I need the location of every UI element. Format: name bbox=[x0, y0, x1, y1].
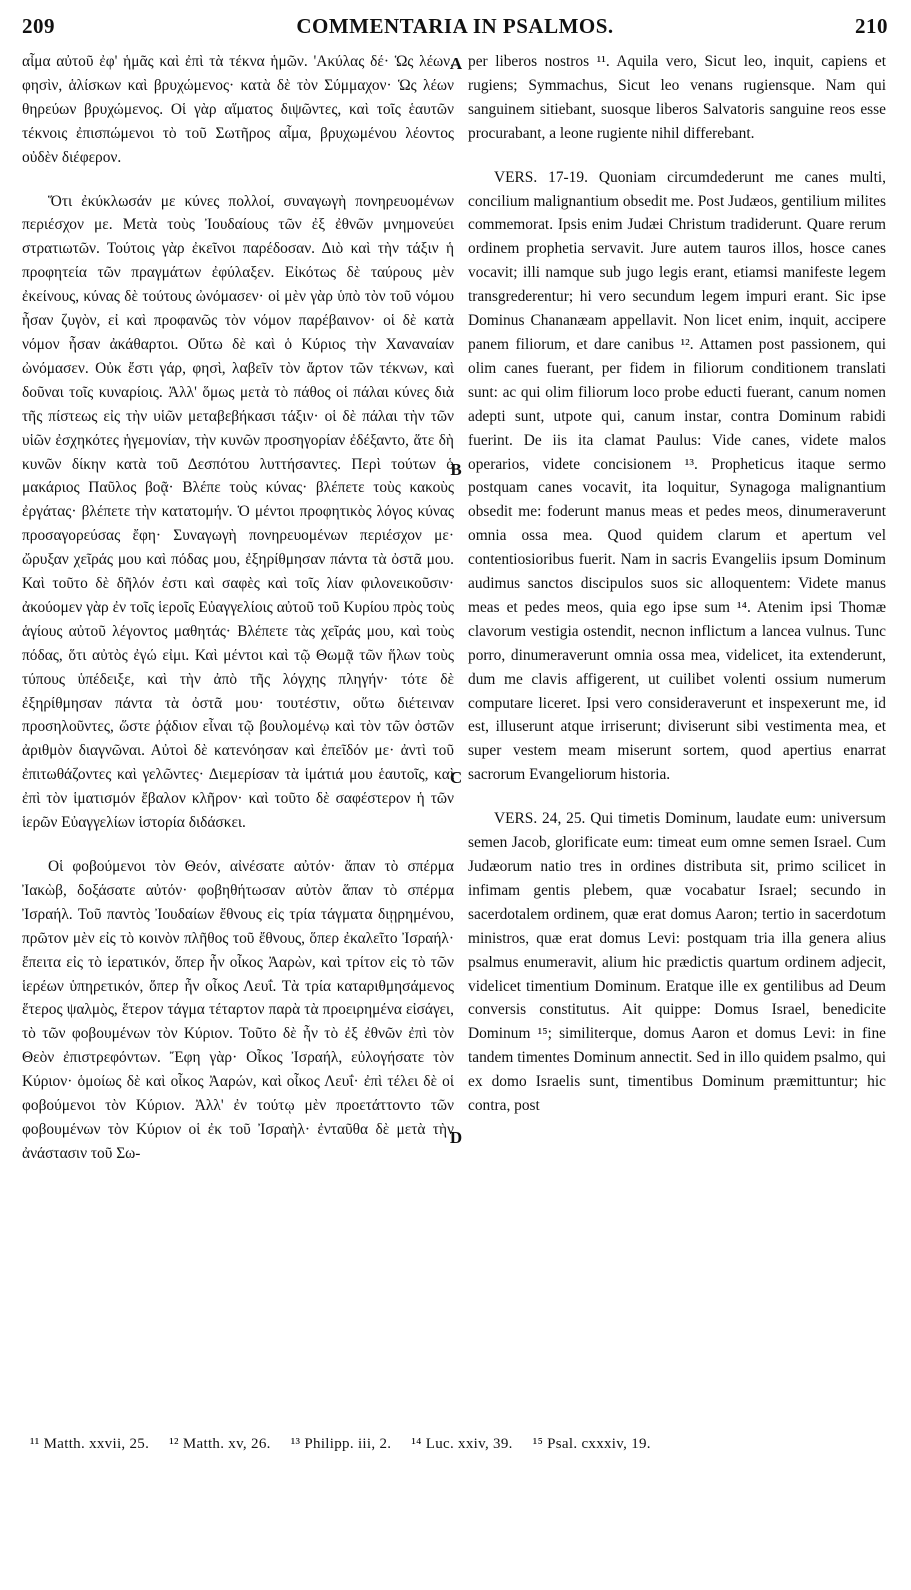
page-number-right: 210 bbox=[855, 14, 888, 38]
latin-paragraph-1: per liberos nostros ¹¹. Aquila vero, Sicut leo, inquit, capiens et rugiens; Symmachus, Sicut leo venans rugiensque. Nam qui sanguinem sitiebant, suosque liberos Salvatoris sanguine reos esse procurabant, a leone rugiente nihil differebant. bbox=[468, 53, 886, 142]
margin-letter-c: C bbox=[449, 768, 463, 787]
footnote-11: ¹¹ Matth. xxvii, 25. bbox=[30, 1436, 150, 1452]
footnote-15: ¹⁵ Psal. cxxxiv, 19. bbox=[532, 1436, 651, 1452]
latin-paragraph-3: VERS. 24, 25. Qui timetis Dominum, laudate eum: universum semen Jacob, glorificate eum: timeat eum omne semen Israel. Cum Judæorum natio tres in ordines distributa sit, primo scilicet in infimam gentis plebem, quæ vocabatur Israel; secundo in sacerdotalem ordinem, quæ erat domus Aaron; tertio in sacerdotum ministros, quæ erat domus Levi: postquam tria illa genera alius psalmus enumeravit, alium hic prædictis quartum ordinem adjecit, videlicet timentium Dominum. Eratque ille ex gentilibus ad Deum conversis constitutus. Ait quippe: Domus Israel, benedicite Dominum ¹⁵; similiterque, domus Aaron et domus Levi: in fine tandem timentes Dominum annectit. Sed in illo quidem psalmo, qui ex domo Israelis sunt, timentibus Dominum præmittuntur; hic contra, post bbox=[468, 810, 886, 1115]
page-number-left: 209 bbox=[22, 14, 55, 38]
footnotes bbox=[30, 1436, 886, 1453]
greek-paragraph-3: Οἱ φοβούμενοι τὸν Θεόν, αἰνέσατε αὐτόν· ἅπαν τὸ σπέρμα Ἰακὼβ, δοξάσατε αὐτόν· φοβηθήτωσαν αὐτὸν ἅπαν τὸ σπέρμα Ἰσραήλ. Τοῦ παντὸς Ἰουδαίων ἔθνους εἰς τρία τάγματα διῃρημένου, πρῶτον μὲν εἰς τὸ κοινὸν πλῆθος τοῦ ἔθνους, ὅπερ ἐκαλεῖτο Ἰσραήλ· ἔπειτα εἰς τὸ ἱερατικόν, ὅπερ ἦν οἶκος Ἀαρὼν, καὶ τρίτον εἰς τὸ τῶν ἱερέων ὑπηρετικόν, ὅπερ ἦν οἶκος Λευΐ. Τὰ τρία καταριθμησάμενος ἕτερος ψαλμὸς, ἕτερον τάγμα τέταρτον παρὰ τὰ προειρημένα εἰσάγει, τὸ τῶν φοβουμένων τὸν Κύριον. Τοῦτο δὲ ἦν τὸ ἐξ ἐθνῶν ἐπὶ τὸν Θεὸν ἐπιστρεφόντων. Ἔφη γὰρ· Οἶκος Ἰσραήλ, εὐλογήσατε τὸν Κύριον· ὁμοίως δὲ καὶ οἶκος Ἀαρών, καὶ οἶκος Λευΐ· ἐπὶ τέλει δὲ οἱ φοβούμενοι τὸν Κύριον. Ἀλλ' ἐν τούτῳ μὲν προετάττοντο τῶν φοβουμένων τὸν Κύριον οἱ ἐκ τοῦ Ἰσραὴλ· ἐνταῦθα δὲ μετὰ τὴν ἀνάστασιν τοῦ Σω- bbox=[22, 858, 454, 1162]
greek-paragraph-1: αἷμα αὐτοῦ ἐφ' ἡμᾶς καὶ ἐπὶ τὰ τέκνα ἡμῶν. 'Ακύλας δέ· Ὡς λέων, φησὶν, ἁλίσκων καὶ βρυχώμενος· κατὰ δὲ τὸν Σύμμαχον· Ὡς λέων θηρεύων βρυχώμενος. Οἱ γὰρ αἵματος διψῶντες, καὶ τοῖς ἑαυτῶν τέκνοις ἐπισπώμενοι τὸ τοῦ Σωτῆρος αἷμα, βρυχωμένου λέοντος οὐδὲν διέφερον. bbox=[22, 53, 454, 166]
running-title: COMMENTARIA IN PSALMOS. bbox=[296, 14, 614, 38]
footnote-14: ¹⁴ Luc. xxiv, 39. bbox=[411, 1436, 513, 1452]
greek-column bbox=[22, 50, 454, 1166]
margin-letter-b: B bbox=[450, 460, 462, 479]
latin-column bbox=[468, 50, 886, 1118]
footnote-13: ¹³ Philipp. iii, 2. bbox=[290, 1436, 392, 1452]
margin-letter-a: A bbox=[449, 54, 463, 73]
greek-paragraph-2: Ὅτι ἐκύκλωσάν με κύνες πολλοί, συναγωγὴ πονηρευομένων περιέσχον με. Μετὰ τοὺς Ἰουδαίους τῶν ἐξ ἐθνῶν μνημονεύει στρατιωτῶν. Τούτοις γὰρ ἐκεῖνοι παρέδοσαν. Διὸ καὶ τὴν τάξιν ἡ προφητεία τῶν πραγμάτων ἐφύλαξεν. Εἰκότως δὲ ταύρους μὲν ἐκείνους, κύνας δὲ τούτους ὠνόμασεν· οἱ μὲν γὰρ ὑπὸ τὸν τοῦ νόμου ἦσαν ζυγὸν, εἰ καὶ προφανῶς τὸν νόμον παρέβαινον· οἱ δὲ κατὰ νόμον ἦσαν ἀκάθαρτοι. Οὕτω δὲ καὶ ὁ Κύριος τὴν Χαναναίαν ὠνόμασεν. Οὐκ ἔστι γάρ, φησὶ, λαβεῖν τὸν ἄρτον τῶν τέκνων, καὶ δοῦναι τοῖς κυναρίοις. Ἀλλ' ὅμως μετὰ τὸ πάθος οἱ πάλαι κύνες διὰ τῆς πίστεως εἰς τὴν υἱῶν μεταβεβήκασι τάξιν· οἱ δὲ πάλαι τὴν τῶν υἱῶν ἐσχηκότες ἡγεμονίαν, τὴν κυνῶν προσηγορίαν ἐδέξαντο, ἅτε δὴ κυνῶν δίκην κατὰ τοῦ Δεσπότου λυττήσαντες. Περὶ τούτων ὁ μακάριος Παῦλος βοᾷ· Βλέπε τοὺς κύνας· βλέπετε τοὺς κακοὺς ἐργάτας· βλέπετε τὴν κατατομήν. Ὁ μέντοι προφητικὸς λόγος κύνας προσαγορεύσας ἔφη· Συναγωγὴ πονηρευομένων περιέσχον με· ὤρυξαν χεῖράς μου καὶ πόδας μου, ἐξηρίθμησαν πάντα τὰ ὀστᾶ μου. Καὶ τοῦτο δὲ δῆλόν ἐστι καὶ σαφὲς καὶ τοῖς λίαν φιλονεικοῦσιν· ἀκούομεν γὰρ ἐν τοῖς ἱεροῖς Εὐαγγελίοις αὐτοῦ τοῦ Κυρίου πρὸς τοὺς ἁγίους αὐτοῦ λέγοντος μαθητάς· Βλέπετε τὰς χεῖράς μου, καὶ τοὺς πόδας, ὅτι αὐτὸς ἐγώ εἰμι. Καὶ μέντοι καὶ τῷ Θωμᾷ τῶν ἥλων τοὺς τύπους ὑπέδειξε, καὶ τὴν ἀπὸ τῆς λόγχης πληγήν· τότε δὲ ἐξηρίθμησαν πάντα τὰ ὀστᾶ μου· τουτέστιν, οὕτω διέτειναν προσηλοῦντες, ὥστε ῥᾴδιον εἶναι τῷ βουλομένῳ καὶ τὸν τῶν ὀστῶν ἀριθμὸν διαγνῶναι. Αὐτοὶ δὲ κατενόησαν καὶ ἐπεῖδόν με· ἀντὶ τοῦ ἐπιτωθάζοντες καὶ γελῶντες· Διεμερίσαν τὰ ἱμάτιά μου ἑαυτοῖς, καὶ ἐπὶ τὸν ἱματισμόν ἔβαλον κλῆρον· καὶ τοῦτο δὲ σαφέστερον ἡ τῶν ἱερῶν Εὐαγγελίων ἱστορία διδάσκει. bbox=[22, 192, 454, 832]
footnote-12: ¹² Matth. xv, 26. bbox=[169, 1436, 271, 1452]
margin-letter-d: D bbox=[449, 1128, 463, 1147]
latin-paragraph-2: VERS. 17-19. Quoniam circumdederunt me canes multi, concilium malignantium obsedit me. Post Judæos, gentilium milites commemorat. Ipsis enim Judæi Christum tradiderunt. Quare rerum ordinem prophetia servavit. Jure autem tauros illos, hosce canes vocavit; illi namque sub jugo legis erant, etiamsi manifeste legem transgrederentur; hi vero secundum legem impuri erant. Sic ipse Dominus Chananæam appellavit. Non licet enim, inquit, accipere panem filiorum, et dare canibus ¹². Attamen post passionem, qui olim canes fuerant, per fidem in filiorum conditionem translati sunt: ac qui olim filiorum loco probe educti fuerant, canum nomen adepti sunt, utpote qui, canum instar, contra Dominum rabidi fuerint. De iis ita clamat Paulus: Vide canes, videte malos operarios, videte concisionem ¹³. Propheticus itaque sermo postquam canes vocavit, ita loquitur, Synagoga malignantium obsedit me: foderunt manus meas et pedes meos, dinumeraverunt omnia ossa mea. Quod quidem clarum et apertum vel contentiosioribus fuerit. Nam in sacris Evangeliis ipsum Dominum audimus sanctos discipulos suos sic alloquentem: Videte manus meas et pedes meos, quia ego ipse sum ¹⁴. Atenim ipsi Thomæ clavorum vestigia ostendit, necnon inflictum a lancea vulnus. Tunc porro, dinumeraverunt omnia ossa mea, videlicet, ita extenderunt, dum me clavis affigerent, ut cuilibet volenti ossium numerum computare liceret. Ipsi vero consideraverunt et inspexerunt me, id est, illuserunt atque irriserunt; diviserunt sibi vestimenta mea, et super vestem meam miserunt sortem, quod apertius enarrat sacrorum Evangeliorum historia. bbox=[468, 168, 886, 784]
page-header bbox=[22, 14, 888, 44]
margin-letters bbox=[445, 50, 467, 1250]
